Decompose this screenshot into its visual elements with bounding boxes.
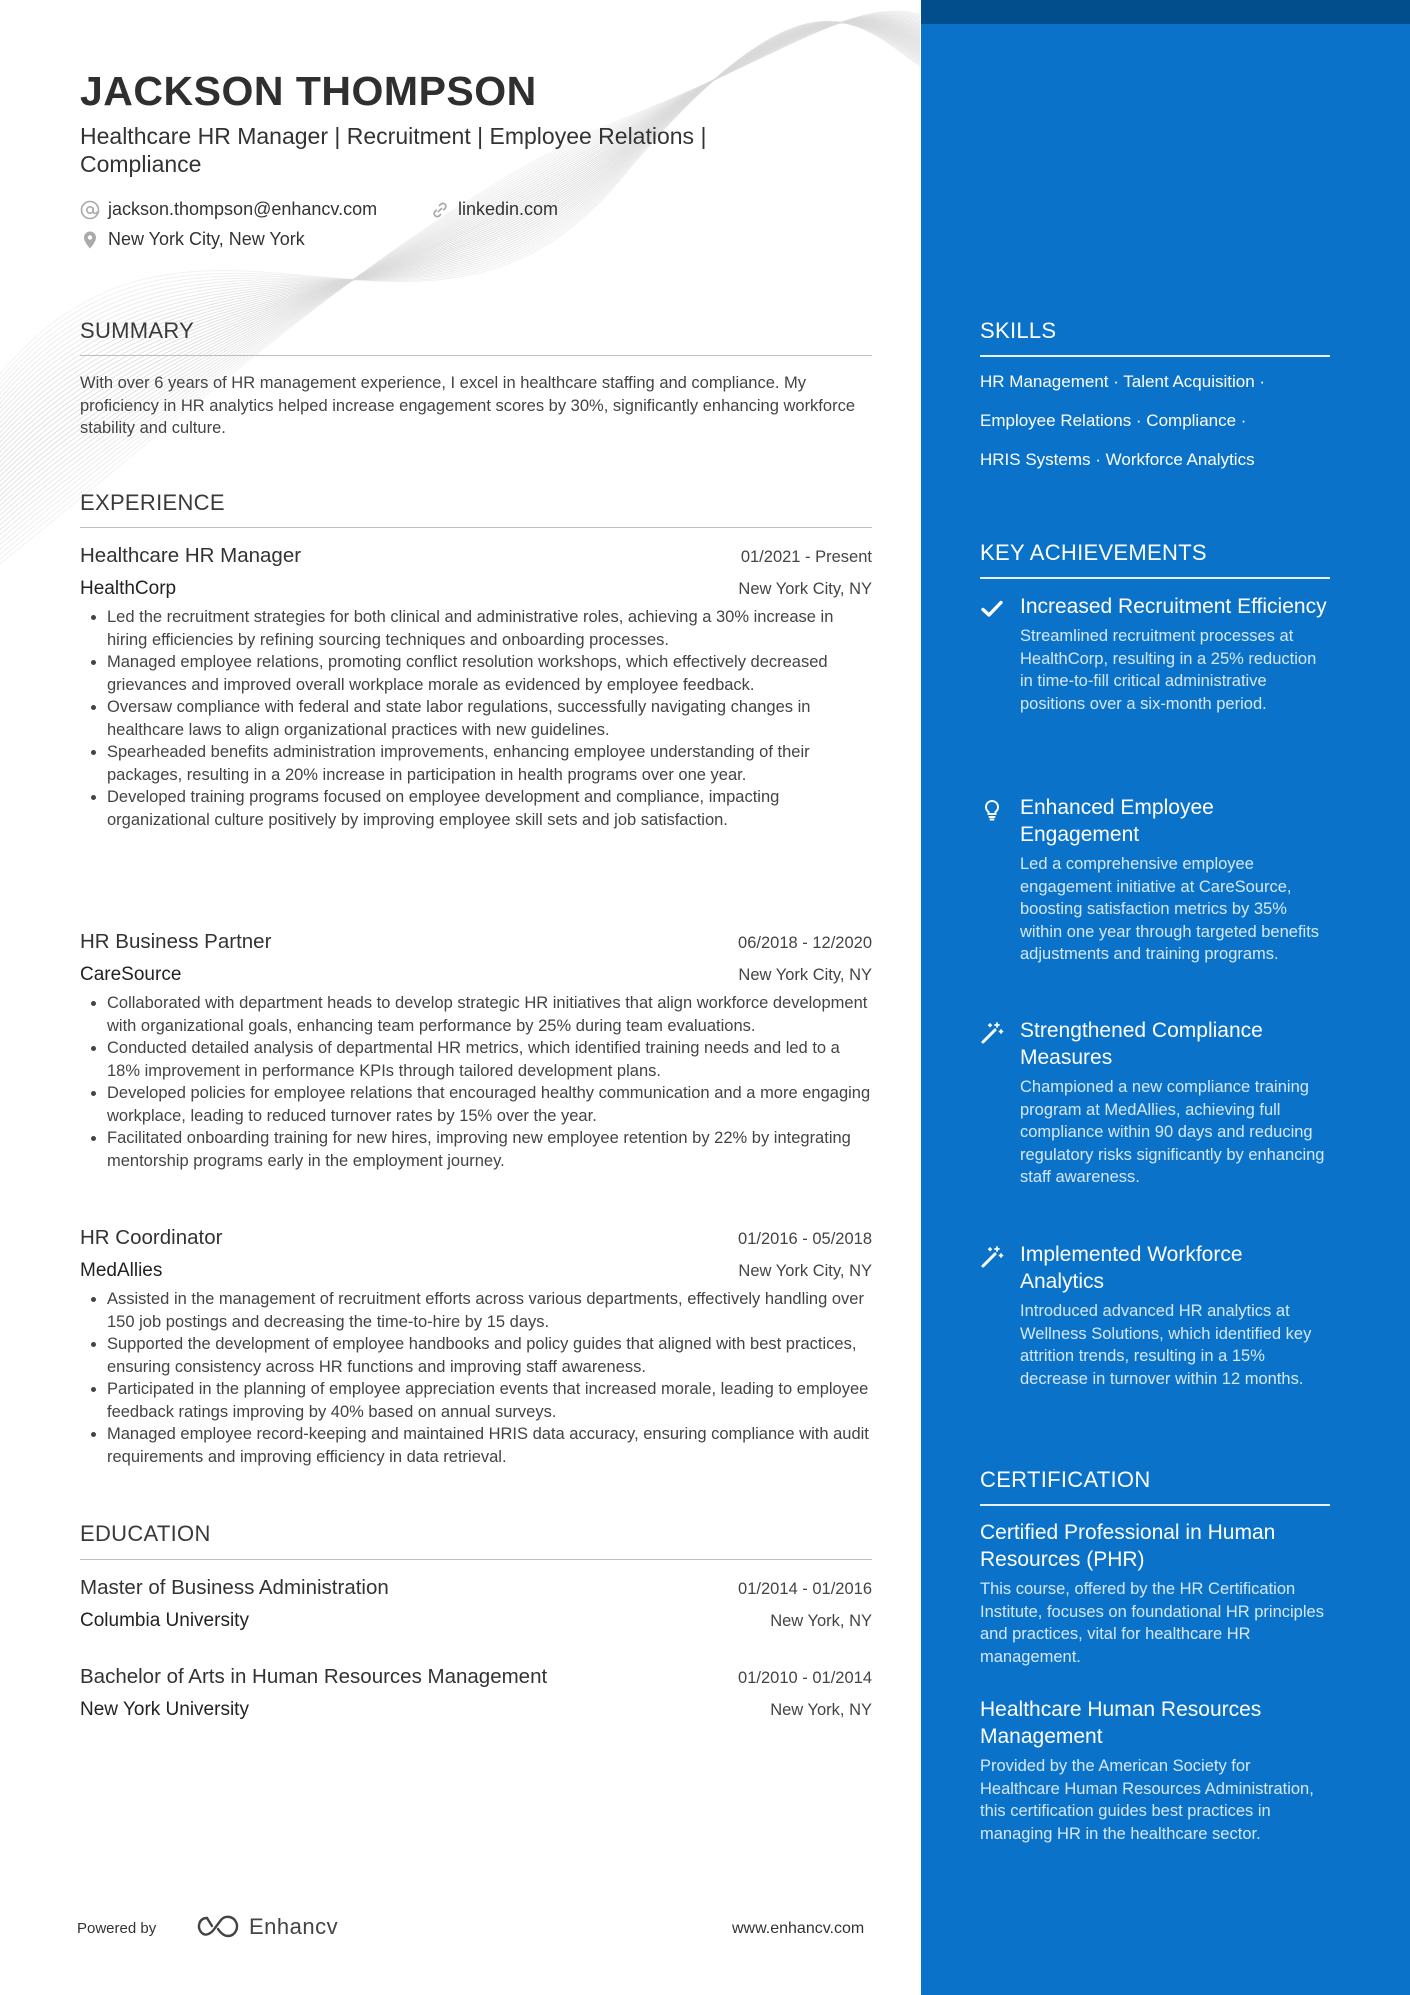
enhancv-logo-icon	[195, 1914, 241, 1940]
certification-item	[980, 1696, 1330, 1845]
job-location: New York City, NY	[738, 966, 872, 984]
summary-divider	[80, 355, 872, 356]
education-heading: EDUCATION	[80, 1521, 211, 1546]
job-bullet: • Oversaw compliance with federal and state labor regulations, successfully navigating changes in healthcare laws to align organizational practices with new guidelines.	[107, 696, 872, 741]
enhancv-brand-text: Enhancv	[249, 1914, 339, 1939]
job-bullet: • Spearheaded benefits administration improvements, enhancing employee understanding of their packages, resulting in a 20% increase in participation in health programs over one year.	[107, 741, 872, 786]
achievement-item	[980, 1241, 1330, 1390]
key-achievements-divider	[980, 577, 1330, 579]
education-entry	[80, 1665, 872, 1721]
job-company: HealthCorp	[80, 578, 177, 599]
achievement-description: Led a comprehensive employee engagement initiative at CareSource, boosting satisfaction metrics by 35% within one year through targeted benefits adjustments and training programs.	[1020, 855, 1320, 963]
link-icon	[430, 200, 450, 220]
job-bullet: • Collaborated with department heads to develop strategic HR initiatives that align workforce development with organizational goals, enhancing team performance by 25% during team evaluations.	[107, 992, 872, 1037]
location-text: New York City, New York	[108, 229, 305, 249]
summary-heading: SUMMARY	[80, 318, 195, 343]
degree-name: Bachelor of Arts in Human Resources Management	[80, 1665, 548, 1688]
education-dates: 01/2010 - 01/2014	[738, 1669, 872, 1687]
job-location: New York City, NY	[738, 1262, 872, 1280]
job-bullet: • Assisted in the management of recruitment efforts across various departments, effectively handling over 150 job postings and decreasing the time-to-hire by 15 days.	[107, 1288, 872, 1333]
job-entry	[80, 1226, 872, 1468]
achievement-title: Strengthened Compliance Measures	[1020, 1019, 1263, 1069]
experience-divider	[80, 527, 872, 528]
certification-title: Certified Professional in Human Resources (PHR)	[980, 1521, 1276, 1571]
linkedin-contact[interactable]	[430, 199, 558, 220]
achievement-description: Streamlined recruitment processes at HealthCorp, resulting in a 25% reduction in time-to-fill critical administrative positions over a six-month period.	[1020, 627, 1317, 713]
certification-description: Provided by the American Society for Healthcare Human Resources Administration, this certification guides best practices in managing HR in the healthcare sector.	[980, 1757, 1314, 1843]
skills-heading: SKILLS	[980, 318, 1057, 343]
education-divider	[80, 1559, 872, 1560]
job-bullet: • Managed employee relations, promoting conflict resolution workshops, which effectively decreased grievances and improved overall workplace morale as evidenced by employee feedback.	[107, 651, 872, 696]
job-title: HR Business Partner	[80, 930, 272, 953]
school-name: New York University	[80, 1699, 249, 1720]
location-contact	[80, 229, 305, 250]
experience-heading: EXPERIENCE	[80, 490, 225, 515]
job-title: HR Coordinator	[80, 1226, 223, 1249]
job-location: New York City, NY	[738, 580, 872, 598]
job-bullets	[80, 606, 872, 831]
job-bullets	[80, 992, 872, 1172]
job-entry	[80, 544, 872, 831]
magic-wand-icon	[980, 1245, 1004, 1269]
job-entry	[80, 930, 872, 1172]
certification-heading: CERTIFICATION	[980, 1467, 1151, 1492]
job-bullet: • Supported the development of employee handbooks and policy guides that aligned with best practices, ensuring consistency across HR functions and improving staff awareness.	[107, 1333, 872, 1378]
job-bullet: • Developed training programs focused on employee development and compliance, impacting organizational culture positively by improving employee skill sets and job satisfaction.	[107, 786, 872, 831]
job-title: Healthcare HR Manager	[80, 544, 302, 567]
job-bullet: • Conducted detailed analysis of departmental HR metrics, which identified training needs and led to a 18% improvement in performance KPIs through tailored development plans.	[107, 1037, 872, 1082]
candidate-name: JACKSON THOMPSON	[80, 68, 537, 114]
job-bullet: • Developed policies for employee relations that encouraged healthy communication and a more engaging workplace, leading to reduced turnover rates by 15% over the year.	[107, 1082, 872, 1127]
achievement-description: Championed a new compliance training program at MedAllies, achieving full compliance within 90 days and reducing regulatory risks significantly by enhancing staff awareness.	[1020, 1078, 1325, 1186]
email-contact[interactable]	[80, 199, 377, 220]
certification-title: Healthcare Human Resources Management	[980, 1698, 1262, 1748]
key-achievements-heading: KEY ACHIEVEMENTS	[980, 540, 1207, 565]
job-bullet: • Led the recruitment strategies for both clinical and administrative roles, achieving a 30% increase in hiring efficiencies by refining sourcing techniques and onboarding processes.	[107, 606, 872, 651]
school-name: Columbia University	[80, 1610, 249, 1631]
education-dates: 01/2014 - 01/2016	[738, 1580, 872, 1598]
certification-item	[980, 1519, 1330, 1668]
certification-divider	[980, 1504, 1330, 1506]
school-location: New York, NY	[770, 1701, 872, 1719]
summary-text: With over 6 years of HR management experience, I excel in healthcare staffing and compliance. My proficiency in HR analytics helped increase engagement scores by 30%, significantly enhancing workforce stability and culture.	[80, 374, 855, 437]
lightbulb-icon	[980, 798, 1004, 822]
job-dates: 01/2021 - Present	[740, 548, 872, 566]
map-pin-icon	[80, 230, 100, 250]
achievement-item	[980, 794, 1330, 966]
job-company: MedAllies	[80, 1260, 163, 1281]
achievement-item	[980, 593, 1330, 715]
degree-name: Master of Business Administration	[80, 1576, 389, 1599]
skills-divider	[980, 355, 1330, 357]
school-location: New York, NY	[770, 1612, 872, 1630]
achievement-title: Increased Recruitment Efficiency	[1020, 595, 1327, 618]
powered-by-label: Powered by	[77, 1920, 157, 1937]
linkedin-text: linkedin.com	[458, 199, 559, 219]
job-bullet: • Managed employee record-keeping and maintained HRIS data accuracy, ensuring compliance with audit requirements and improving efficiency in data retrieval.	[107, 1423, 872, 1468]
job-bullet: • Facilitated onboarding training for new hires, improving new employee retention by 22% by integrating mentorship programs early in the employment journey.	[107, 1127, 872, 1172]
job-company: CareSource	[80, 964, 182, 985]
at-sign-icon	[80, 200, 100, 220]
sidebar-top-bar	[921, 0, 1410, 24]
achievement-title: Implemented Workforce Analytics	[1020, 1243, 1243, 1293]
job-dates: 01/2016 - 05/2018	[738, 1230, 872, 1248]
skills-line: HRIS Systems · Workforce Analytics	[980, 450, 1255, 469]
checkmark-icon	[980, 597, 1004, 621]
candidate-headline: Healthcare HR Manager | Recruitment | Employee Relations | Compliance	[80, 123, 707, 177]
skills-line: HR Management · Talent Acquisition ·	[980, 372, 1266, 391]
job-bullet: • Participated in the planning of employee appreciation events that increased morale, leading to employee feedback ratings improving by 40% based on annual surveys.	[107, 1378, 872, 1423]
magic-wand-icon	[980, 1021, 1004, 1045]
footer-website-link[interactable]: www.enhancv.com	[732, 1920, 865, 1937]
job-bullets	[80, 1288, 872, 1468]
achievement-description: Introduced advanced HR analytics at Wellness Solutions, which identified key attrition trends, resulting in a 15% decrease in turnover within 12 months.	[1020, 1302, 1312, 1388]
job-dates: 06/2018 - 12/2020	[738, 934, 872, 952]
email-text: jackson.thompson@enhancv.com	[108, 199, 378, 219]
certification-description: This course, offered by the HR Certification Institute, focuses on foundational HR principles and practices, vital for healthcare HR management.	[980, 1580, 1324, 1666]
education-entry	[80, 1576, 872, 1632]
achievement-item	[980, 1017, 1330, 1189]
achievement-title: Enhanced Employee Engagement	[1020, 796, 1214, 846]
enhancv-logo[interactable]	[195, 1914, 338, 1940]
skills-list	[980, 370, 1330, 487]
skills-line: Employee Relations · Compliance ·	[980, 411, 1247, 430]
